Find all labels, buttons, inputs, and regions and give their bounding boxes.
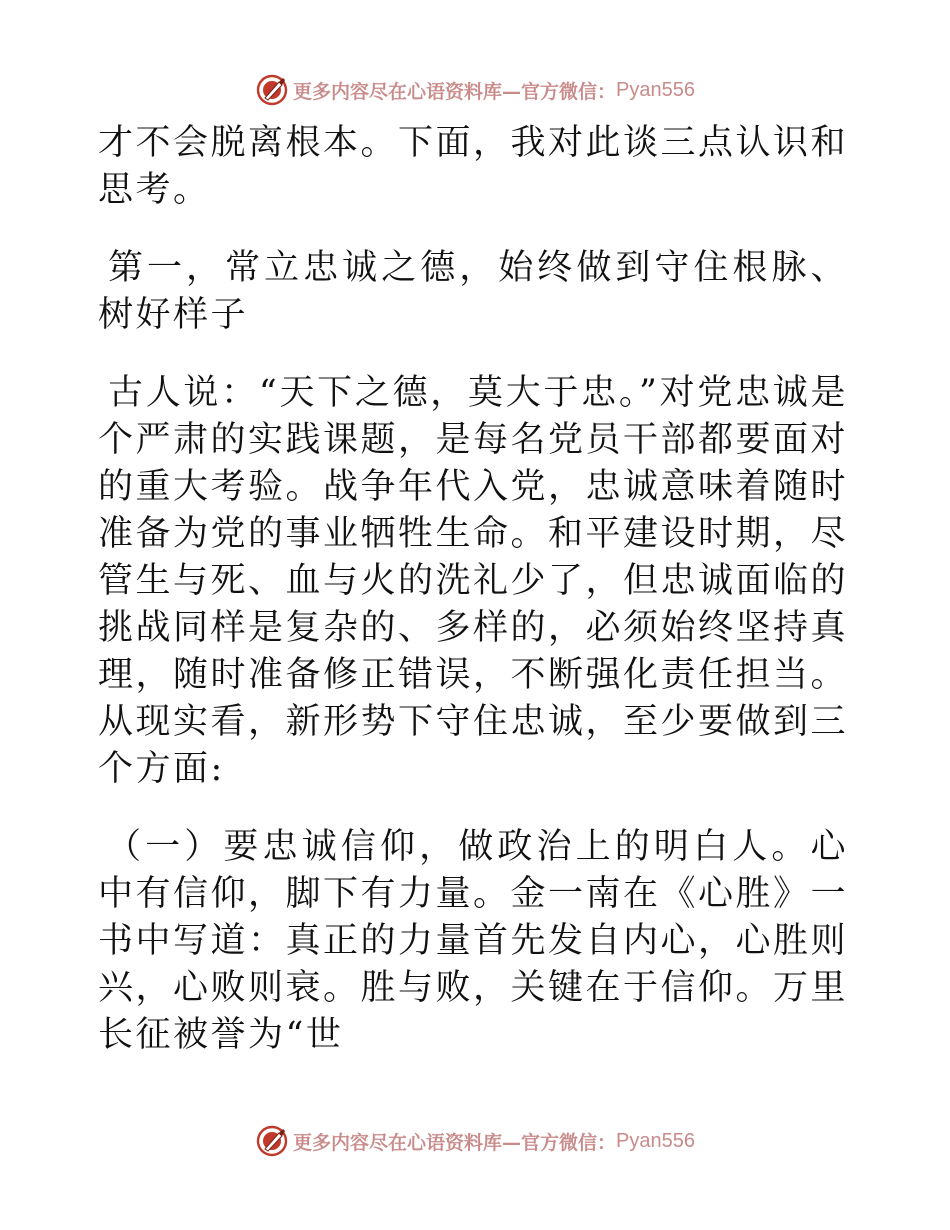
- footer-banner: [0, 1121, 950, 1161]
- paragraph-2: 古人说：“天下之德，莫大于忠。”对党忠诚是个严肃的实践课题，是每名党员干部都要面对的重大考验。战争年代入党，忠诚意味着随时准备为党的事业牺牲生命。和平建设时期，尽管生与死、血与火的洗礼少了，但忠诚面临的挑战同样是复杂的、多样的，必须始终坚持真理，随时准备修正错误，不断强化责任担当。从现实看，新形势下守住忠诚，至少要做到三个方面:: [98, 373, 849, 789]
- footer-banner-id: Pyan556: [616, 1129, 695, 1152]
- document-body: [98, 120, 848, 1059]
- footer-banner-text: 更多内容尽在心语资料库—官方微信：: [293, 1131, 617, 1154]
- header-banner-text: 更多内容尽在心语资料库—官方微信：: [293, 80, 617, 103]
- paragraph-1: 才不会脱离根本。下面，我对此谈三点认识和思考。: [98, 123, 849, 210]
- header-banner-id: Pyan556: [616, 78, 695, 101]
- pen-logo-icon: [255, 73, 289, 107]
- section-heading: 第一，常立忠诚之德，始终做到守住根脉、树好样子: [98, 248, 848, 335]
- pen-logo-icon: [255, 1124, 289, 1158]
- paragraph-3: （一）要忠诚信仰，做政治上的明白人。心中有信仰，脚下有力量。金一南在《心胜》一书中写道：真正的力量首先发自内心，心胜则兴，心败则衰。胜与败，关键在于信仰。万里长征被誉为“世: [98, 827, 849, 1055]
- header-banner: [0, 70, 950, 110]
